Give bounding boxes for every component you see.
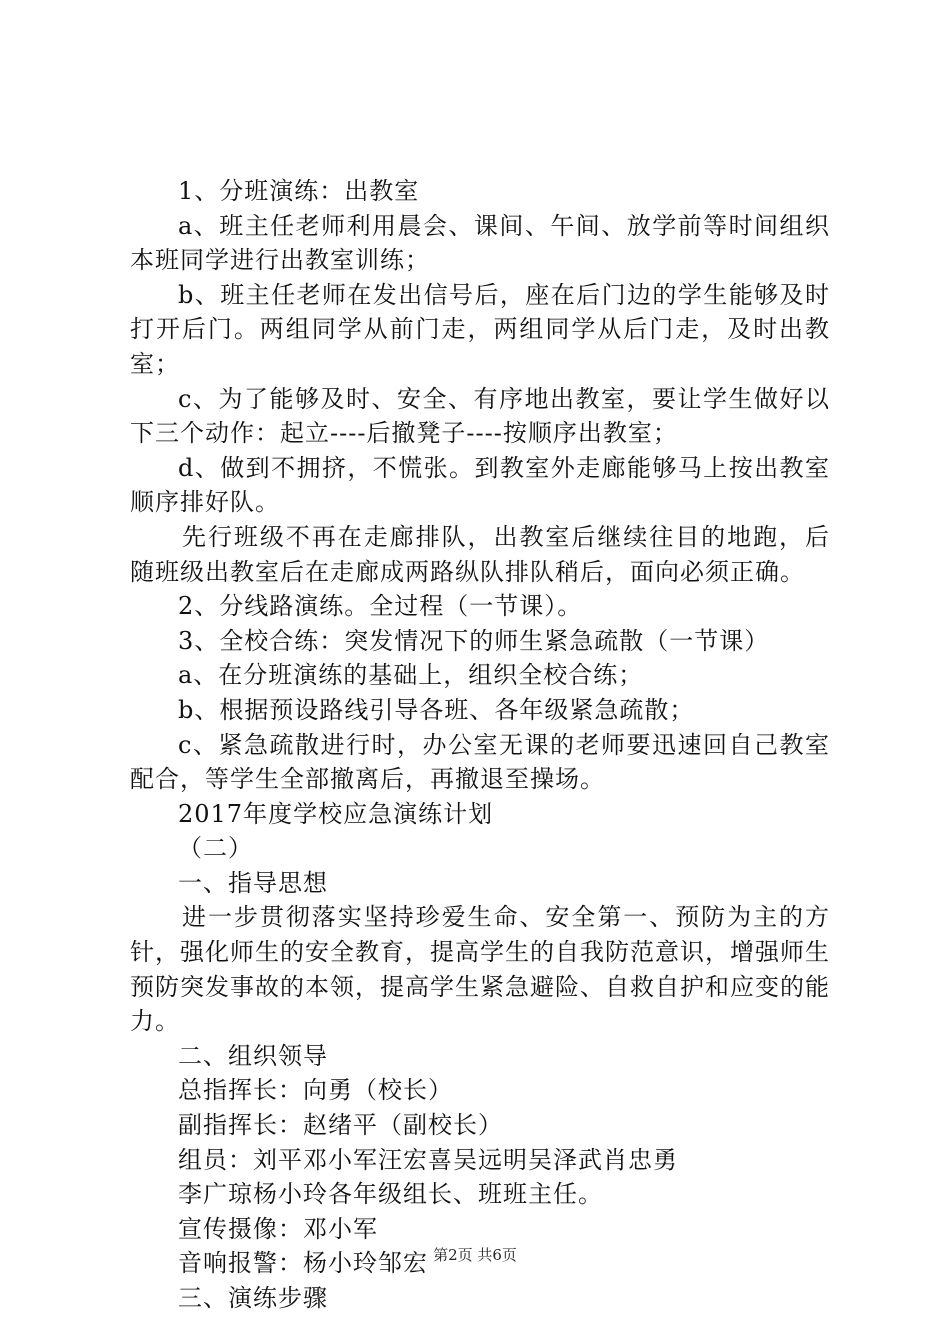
paragraph: 2017年度学校应急演练计划 bbox=[178, 799, 494, 828]
paragraph: 三、演练步骤 bbox=[178, 1284, 328, 1312]
paragraph: 3、全校合练：突发情况下的师生紧急疏散（一节课） bbox=[178, 626, 770, 655]
paragraph: 1、分班演练：出教室 bbox=[178, 177, 420, 205]
paragraph: 宣传摄像：邓小军 bbox=[178, 1214, 378, 1243]
paragraph: 组员：刘平邓小军汪宏喜吴远明吴泽武肖忠勇 bbox=[178, 1145, 678, 1174]
paragraph: 二、组织领导 bbox=[178, 1041, 328, 1070]
page-footer: 第2页 共6页 bbox=[433, 1246, 517, 1264]
paragraph: b、根据预设路线引导各班、各年级紧急疏散； bbox=[178, 695, 695, 724]
paragraph: 进一步贯彻落实坚持珍爱生命、安全第一、预防为主的方针，强化师生的安全教育，提高学生的自我防范意识，增强师生预防突发事故的本领，提高学生紧急避险、自救自护和应变的能力。 bbox=[130, 903, 830, 1036]
paragraph: 2、分线路演练。全过程（一节课）。 bbox=[178, 592, 583, 621]
paragraph: 总指挥长：向勇（校长） bbox=[178, 1076, 453, 1105]
paragraph: 音响报警：杨小玲邹宏 bbox=[178, 1249, 428, 1278]
paragraph: 一、指导思想 bbox=[178, 868, 328, 897]
paragraph: b、班主任老师在发出信号后，座在后门边的学生能够及时打开后门。两组同学从前门走，两组同学从后门走，及时出教室； bbox=[130, 280, 830, 378]
paragraph: 先行班级不再在走廊排队，出教室后继续往目的地跑，后随班级出教室后在走廊成两路纵队排队稍后，面向必须正确。 bbox=[130, 522, 830, 586]
paragraph: a、在分班演练的基础上，组织全校合练； bbox=[178, 661, 644, 690]
document-body bbox=[130, 174, 830, 1316]
paragraph: a、班主任老师利用晨会、课间、午间、放学前等时间组织本班同学进行出教室训练； bbox=[130, 211, 830, 275]
paragraph: 李广琼杨小玲各年级组长、班班主任。 bbox=[178, 1180, 603, 1209]
paragraph: 副指挥长：赵绪平（副校长） bbox=[178, 1111, 503, 1140]
paragraph: d、做到不拥挤，不慌张。到教室外走廊能够马上按出教室顺序排好队。 bbox=[130, 453, 830, 517]
paragraph: c、紧急疏散进行时，办公室无课的老师要迅速回自己教室配合，等学生全部撤离后，再撤退至操场。 bbox=[130, 730, 830, 794]
paragraph: c、为了能够及时、安全、有序地出教室，要让学生做好以下三个动作：起立----后撤凳子----按顺序出教室； bbox=[130, 384, 830, 448]
paragraph: （二） bbox=[178, 834, 253, 863]
